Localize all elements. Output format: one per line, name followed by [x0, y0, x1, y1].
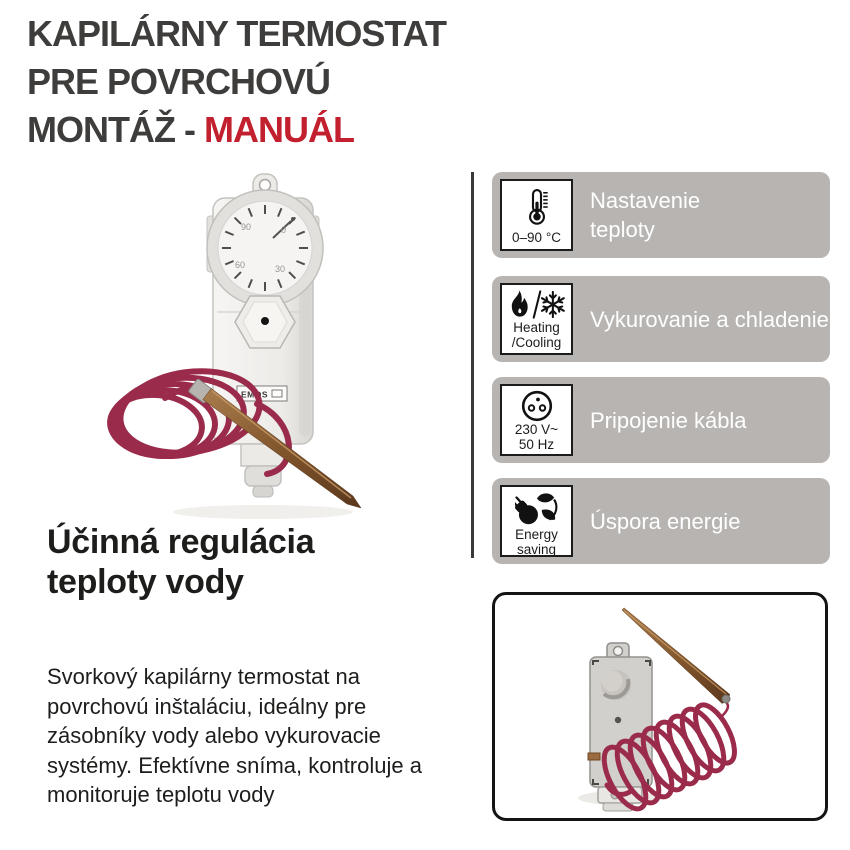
title-line-2: PRE POVRCHOVÚ	[27, 61, 331, 102]
temperature-dial	[207, 190, 323, 306]
feature-icon-caption: Heating /Cooling	[511, 320, 562, 350]
dial-number-0: 0	[281, 225, 287, 235]
vertical-divider	[471, 172, 474, 558]
feature-label: Nastavenie teploty	[590, 188, 701, 242]
feature-label: Pripojenie kábla	[590, 407, 747, 433]
feature-temperature-setting	[492, 172, 830, 258]
thermometer-icon	[521, 186, 553, 228]
description: Svorkový kapilárny termostat na povrchovú inštaláciu, ideálny pre zásobníky vody alebo vykurovacie systémy. Efektívne sníma, kontroluje a monitoruje teplotu vody	[47, 664, 422, 807]
brand-label: EMOS	[241, 389, 269, 400]
feature-cable-connection	[492, 377, 830, 463]
feature-icon-caption: 0–90 °C	[512, 229, 561, 245]
heating-cooling-icon	[509, 288, 565, 321]
product-photo-back	[495, 595, 819, 812]
title-line-1: KAPILÁRNY TERMOSTAT	[27, 13, 446, 54]
dial-number-90: 90	[241, 222, 252, 232]
feature-icon-box	[500, 384, 573, 456]
dial-number-60: 60	[235, 260, 246, 270]
power-socket-icon	[520, 389, 554, 423]
dial-number-30: 30	[275, 264, 286, 274]
feature-icon-box	[500, 179, 573, 251]
feature-list	[492, 172, 830, 564]
title-highlight: MANUÁL	[203, 109, 354, 150]
feature-label: Vykurovanie a chladenie	[590, 306, 829, 332]
feature-icon-caption: 230 V~ 50 Hz	[514, 422, 559, 452]
brand-plate	[237, 386, 287, 401]
product-photo-front	[95, 172, 425, 524]
product-photo-frame	[492, 592, 828, 821]
feature-label: Úspora energie	[590, 508, 741, 534]
feature-icon-caption: Energy saving	[515, 527, 558, 557]
energy-saving-icon	[515, 490, 559, 528]
feature-heating-cooling	[492, 276, 830, 362]
title-line-3	[27, 106, 446, 154]
feature-energy-saving	[492, 478, 830, 564]
title-line-3-prefix: MONTÁŽ -	[27, 109, 204, 150]
feature-icon-box	[500, 485, 573, 557]
feature-icon-box	[500, 283, 573, 355]
page-title	[27, 10, 446, 154]
subheading: Účinná regulácia teploty vody	[47, 523, 315, 601]
